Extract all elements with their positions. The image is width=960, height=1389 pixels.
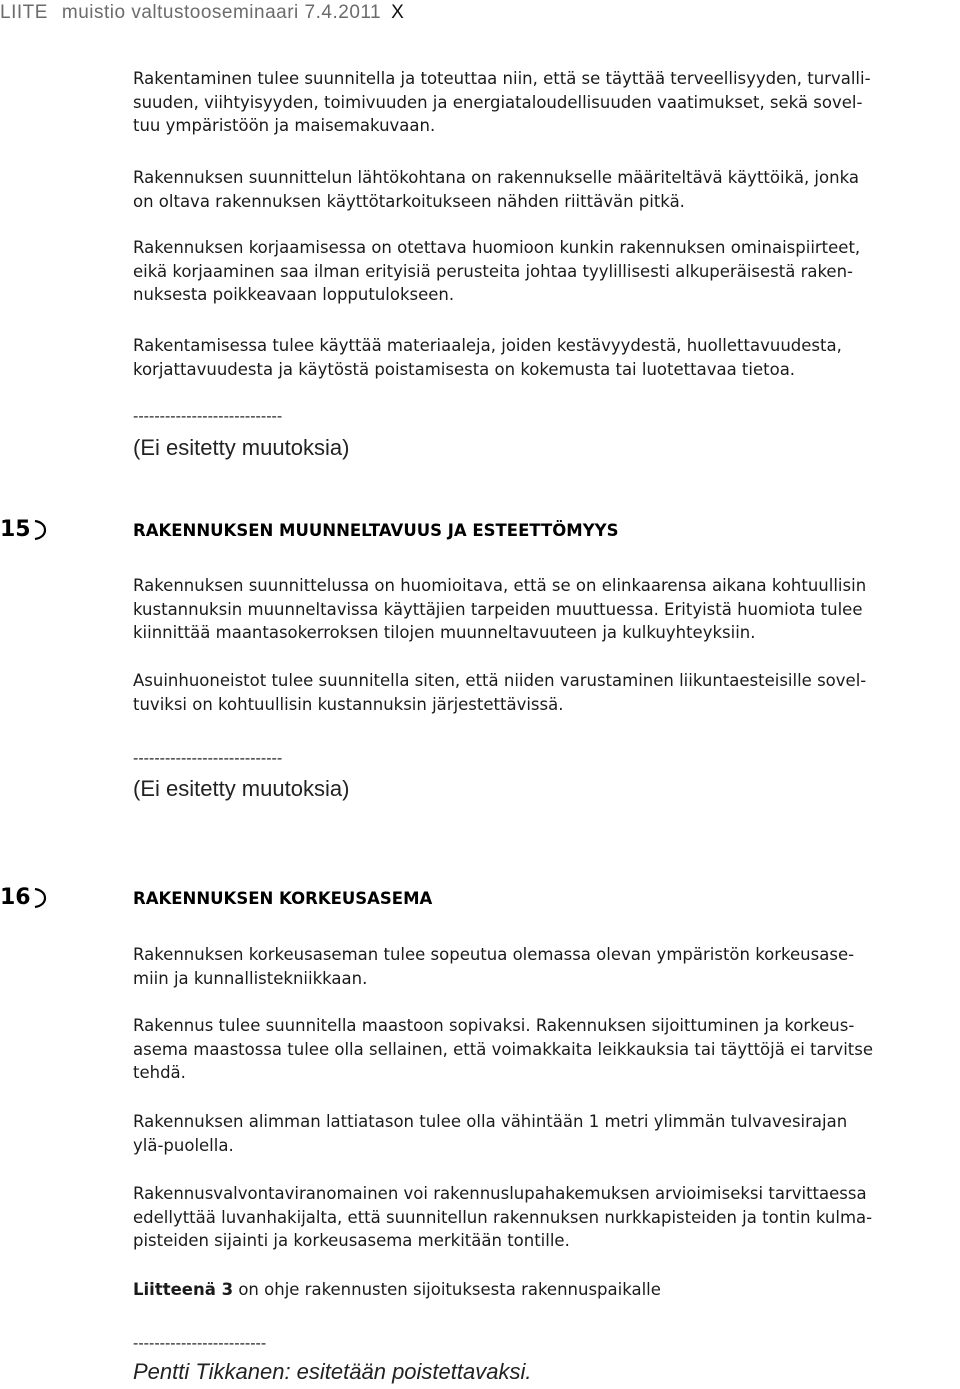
s15-no-changes-note: (Ei esitetty muutoksia) <box>133 776 350 801</box>
attachment-label: Liitteenä 3 <box>133 1280 234 1299</box>
s14-paragraph-4 <box>133 334 959 381</box>
s14-paragraph-2 <box>133 166 959 213</box>
header-mark: X <box>391 2 405 23</box>
s15-p1-line: kustannuksin muunneltavissa käyttäjien tarpeiden muuttuessa. Erityistä huomiota tulee <box>133 599 863 619</box>
s16-p2-line: tehdä. <box>133 1063 186 1082</box>
s15-p2-line: Asuinhuoneistot tulee suunnitella siten, että niiden varustaminen liikuntaesteisille sovel- <box>133 671 867 690</box>
s15-p1-line: Rakennuksen suunnittelussa on huomioitava, että se on elinkaarensa aikana kohtuullisin <box>133 576 867 595</box>
attachment-text: on ohje rakennusten sijoituksesta rakennuspaikalle <box>233 1280 661 1299</box>
s16-attachment-line <box>133 1278 959 1302</box>
s16-p4-line: pisteiden sijainti ja korkeusasema merkitään tontille. <box>133 1231 570 1250</box>
header-subtitle: muistio valtustooseminaari 7.4.2011 <box>61 2 382 23</box>
s14-p1-line: Rakentaminen tulee suunnitella ja toteuttaa niin, että se täyttää terveellisyyden, turvalli- <box>133 69 871 88</box>
s15-separator: ---------------------------- <box>133 750 283 767</box>
s14-p3-line: Rakennuksen korjaamisessa on otettava huomioon kunkin rakennuksen ominaispiirteet, <box>133 238 861 257</box>
s14-p1-line: tuu ympäristöön ja maisemakuvaan. <box>133 116 436 135</box>
s14-no-changes-note: (Ei esitetty muutoksia) <box>133 435 350 460</box>
s14-p4-line: korjattavuudesta ja käytöstä poistamisesta on kokemusta tai luotettavaa tietoa. <box>133 359 796 379</box>
s15-p1-line: kiinnittää maantasokerroksen tilojen muunneltavuuteen ja kulkuyhteyksiin. <box>133 623 756 642</box>
s16-p1-line: miin ja kunnallistekniikkaan. <box>133 968 368 988</box>
s14-p3-line: nuksesta poikkeavaan lopputulokseen. <box>133 285 455 304</box>
s15-number: 15 <box>0 517 31 542</box>
s14-p2-line: Rakennuksen suunnittelun lähtökohtana on rakennukselle määriteltävä käyttöikä, jonka <box>133 168 859 187</box>
s14-paragraph-1 <box>133 67 959 138</box>
s16-p4-line: edellyttää luvanhakijalta, että suunnitellun rakennuksen nurkkapisteiden ja tontin kulma- <box>133 1207 873 1227</box>
s16-number: 16 <box>0 885 31 910</box>
s14-p2-line: on oltava rakennuksen käyttötarkoitukseen nähden riittävän pitkä. <box>133 191 685 211</box>
s16-p3-line: ylä-puolella. <box>133 1135 234 1155</box>
section-sign-icon <box>33 518 47 542</box>
s15-paragraph-2 <box>133 669 959 716</box>
s14-p3-line: eikä korjaaminen saa ilman erityisiä perusteita johtaa tyylillisesti alkuperäisestä raken- <box>133 261 853 281</box>
s14-separator: ---------------------------- <box>133 408 283 425</box>
s16-title: RAKENNUKSEN KORKEUSASEMA <box>133 889 433 908</box>
s16-separator: ------------------------- <box>133 1335 267 1352</box>
s16-paragraph-1 <box>133 943 959 990</box>
s16-paragraph-2 <box>133 1014 959 1085</box>
s16-p4-line: Rakennusvalvontaviranomainen voi rakennuslupahakemuksen arvioimiseksi tarvittaessa <box>133 1184 867 1203</box>
s16-p3-line: Rakennuksen alimman lattiatason tulee olla vähintään 1 metri ylimmän tulvavesirajan <box>133 1112 848 1131</box>
s14-paragraph-3 <box>133 236 959 307</box>
section-sign-icon <box>33 886 47 910</box>
s16-p2-line: Rakennus tulee suunnitella maastoon sopivaksi. Rakennuksen sijoittuminen ja korkeus- <box>133 1016 855 1035</box>
s16-p1-line: Rakennuksen korkeusaseman tulee sopeutua olemassa olevan ympäristön korkeusase- <box>133 945 855 964</box>
signature-note: Pentti Tikkanen: esitetään poistettavaksi. <box>133 1359 532 1384</box>
s15-paragraph-1 <box>133 574 959 645</box>
s14-p1-line: suuden, viihtyisyyden, toimivuuden ja energiataloudellisuuden vaatimukset, sekä sovel- <box>133 92 863 112</box>
s14-p4-line: Rakentamisessa tulee käyttää materiaaleja, joiden kestävyydestä, huollettavuudesta, <box>133 336 842 355</box>
header-label: LIITE <box>0 2 48 23</box>
s15-p2-line: tuviksi on kohtuullisin kustannuksin järjestettävissä. <box>133 694 564 714</box>
s16-paragraph-4 <box>133 1182 959 1253</box>
s15-title: RAKENNUKSEN MUUNNELTAVUUS JA ESTEETTÖMYYS <box>133 521 619 540</box>
document-header <box>0 0 404 26</box>
s16-paragraph-3 <box>133 1110 959 1157</box>
s16-p2-line: asema maastossa tulee olla sellainen, että voimakkaita leikkauksia tai täyttöjä ei tarvitse <box>133 1039 873 1059</box>
